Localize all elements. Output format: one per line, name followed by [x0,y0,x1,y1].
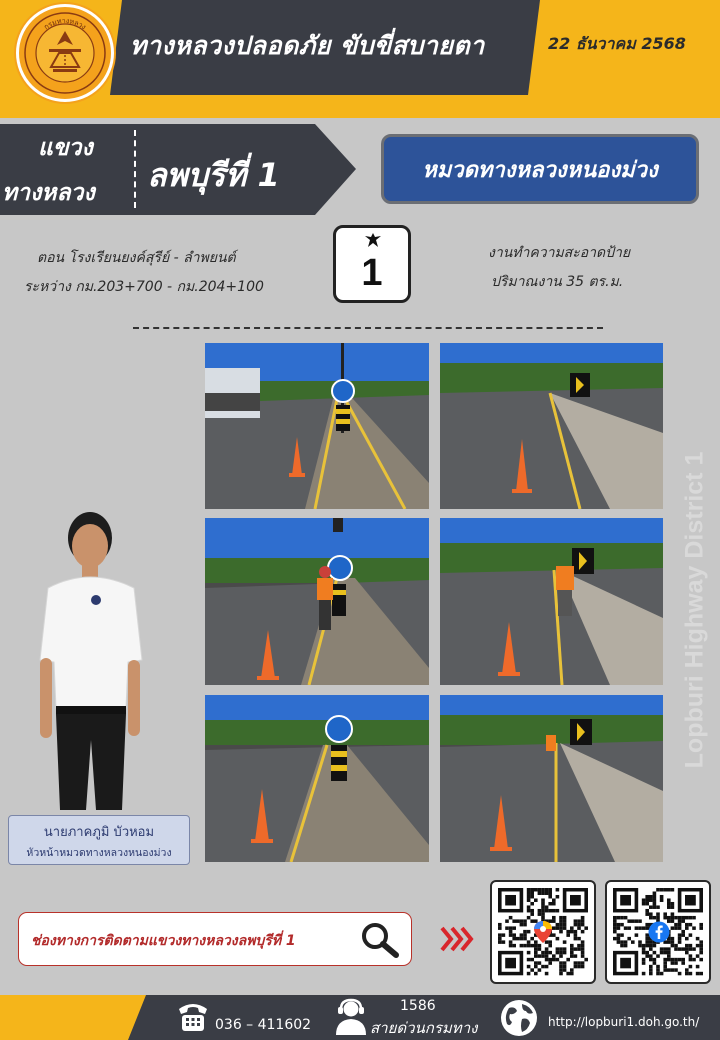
department-of-highways-emblem-icon [16,4,114,102]
google-maps-icon [533,920,553,944]
district-watermark-text: Lopburi Highway District 1 [680,451,709,769]
district-divider [134,130,136,208]
garuda-emblem-icon [363,231,383,251]
follow-channels-label: ช่องทางการติดตามแขวงทางหลวงลพบุรีที่ 1 [31,933,296,949]
qr-facebook[interactable] [605,880,711,984]
footer-phone[interactable]: 036 – 411602 [215,1017,312,1033]
section-chief-name-card [8,815,190,865]
section-name: หมวดทางหลวงหนองม่วง [422,157,658,183]
photo-cleaning-sign-left [205,518,429,685]
footer-website[interactable]: http://lopburi1.doh.go.th/ [548,1015,700,1029]
location-line1: ตอน โรงเรียนยงค์สุรีย์ - ลำพยนต์ [37,250,236,266]
logo-text: กรมทางหลวง [42,16,88,32]
photo-before-sign-left [205,343,429,509]
route-number: 1 [361,252,383,294]
follow-channels-box[interactable] [18,912,412,966]
district-watermark [675,410,715,810]
page-title: ทางหลวงปลอดภัย ขับขี่สบายตา [130,31,485,60]
section-badge [381,134,699,204]
district-label-line1: แขวง [38,135,93,161]
search-icon [359,921,401,959]
section-chief-name: นายภาคภูมิ บัวหอม [43,825,155,840]
photo-before-sign-right [440,343,663,509]
triple-chevron-right-icon [440,922,476,960]
call-center-agent-icon [334,998,368,1036]
section-chief-title: หัวหน้าหมวดทางหลวงหนองม่วง [26,847,172,859]
photo-cleaning-sign-right [440,518,663,685]
facebook-icon [648,921,670,943]
work-line2: ปริมาณงาน 35 ตร.ม. [491,274,624,290]
photo-after-sign-left [205,695,429,862]
qr-google-maps[interactable] [490,880,596,984]
route-shield [333,225,411,303]
report-date: 22 ธันวาคม 2568 [548,34,686,53]
globe-icon [500,999,538,1037]
footer-hotline-number[interactable]: 1586 [400,998,436,1014]
section-divider [133,327,603,329]
location-line2: ระหว่าง กม.203+700 - กม.204+100 [24,279,264,295]
telephone-icon [176,1001,210,1033]
district-label-line2: ทางหลวง [2,180,95,206]
footer-hotline-label: สายด่วนกรมทาง [370,1019,478,1037]
work-line1: งานทำความสะอาดป้าย [488,245,631,261]
district-name: ลพบุรีที่ 1 [147,156,280,194]
section-chief-photo [30,510,160,815]
photo-after-sign-right [440,695,663,862]
